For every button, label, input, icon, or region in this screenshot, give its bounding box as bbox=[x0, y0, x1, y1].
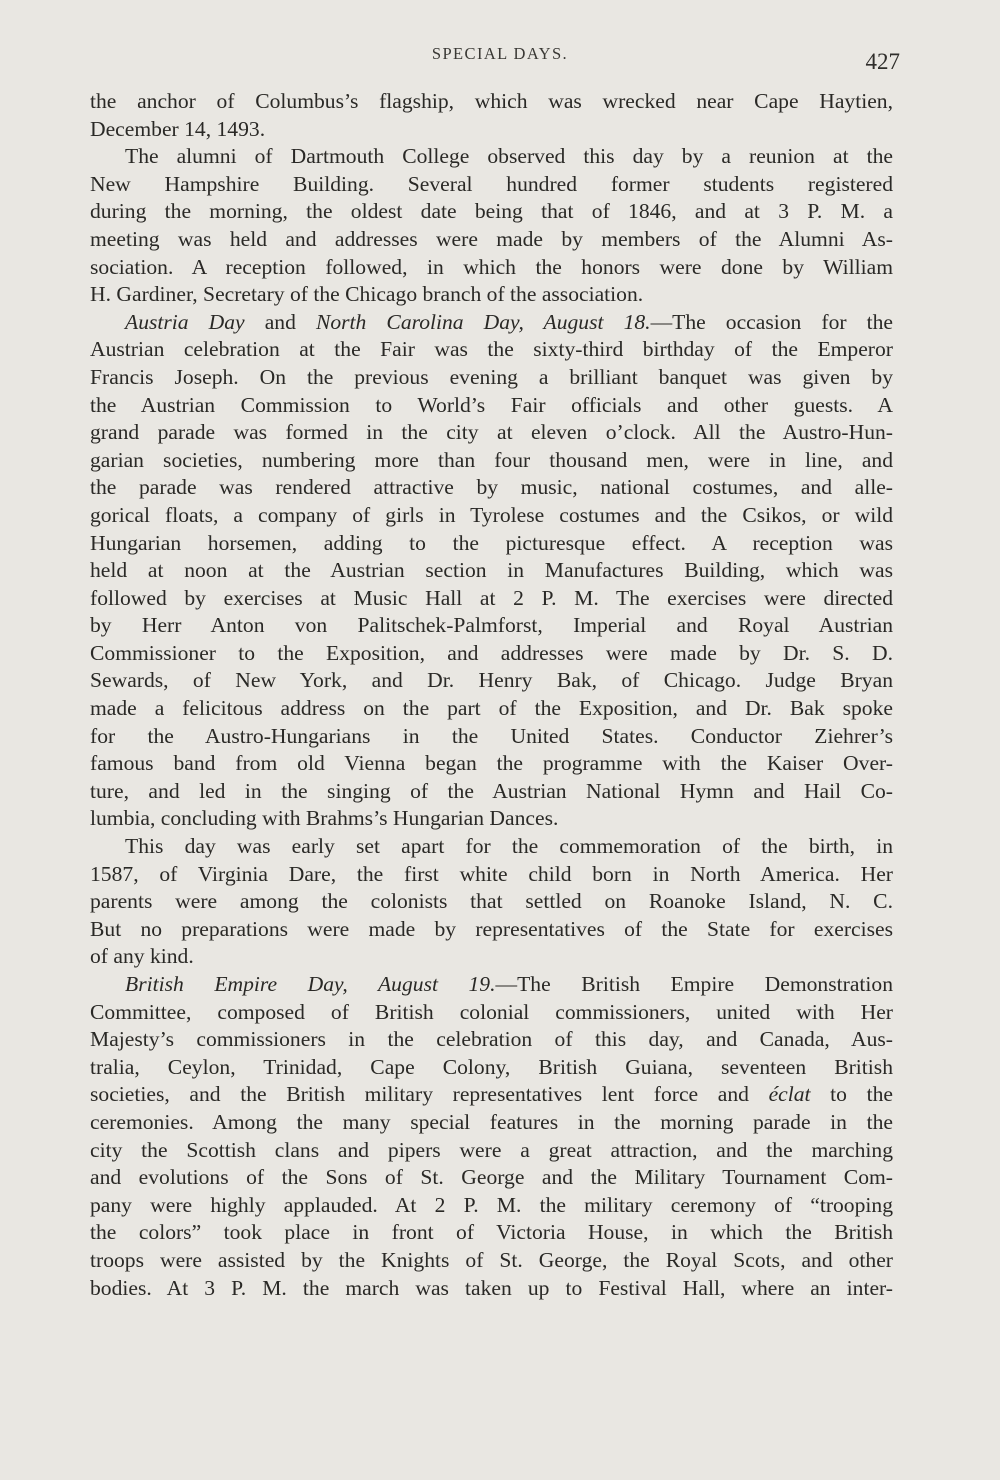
north-carolina-day-title: North Carolina Day, August 18. bbox=[315, 309, 651, 334]
text-line: held at noon at the Austrian section in Manufactures Building, which was bbox=[90, 558, 893, 583]
text-line: Hungarian horsemen, adding to the picturesque effect. A reception was bbox=[90, 530, 893, 555]
text-line: Austrian celebration at the Fair was the sixty-third birthday of the Emperor bbox=[90, 337, 893, 362]
text-line: But no preparations were made by representatives of the State for exercises bbox=[90, 916, 893, 941]
text-line: 1587, of Virginia Dare, the first white child born in North America. Her bbox=[90, 861, 893, 886]
text-line: Sewards, of New York, and Dr. Henry Bak, of Chicago. Judge Bryan bbox=[90, 668, 893, 693]
text-line: parents were among the colonists that settled on Roanoke Island, N. C. bbox=[90, 889, 893, 914]
text-line: The alumni of Dartmouth College observed this day by a reunion at the bbox=[125, 144, 893, 169]
text-line: tralia, Ceylon, Trinidad, Cape Colony, British Guiana, seventeen British bbox=[90, 1054, 893, 1079]
text-line: New Hampshire Building. Several hundred former students registered bbox=[90, 171, 893, 196]
text-line: pany were highly applauded. At 2 P. M. the military ceremony of “trooping bbox=[90, 1192, 893, 1217]
body-text bbox=[90, 88, 893, 1302]
text-line: made a felicitous address on the part of the Exposition, and Dr. Bak spoke bbox=[90, 696, 893, 721]
text-line: garian societies, numbering more than four thousand men, were in line, and bbox=[90, 447, 893, 472]
text-line: by Herr Anton von Palitschek-Palmforst, Imperial and Royal Austrian bbox=[90, 613, 893, 638]
text-line: gorical floats, a company of girls in Tyrolese costumes and the Csikos, or wild bbox=[90, 502, 893, 527]
british-empire-day-title: British Empire Day, August 19. bbox=[125, 972, 496, 996]
text-line: of any kind. bbox=[90, 944, 194, 969]
text-line: the Austrian Commission to World’s Fair officials and other guests. A bbox=[90, 392, 893, 417]
eclat-line bbox=[90, 1081, 893, 1109]
austria-day-heading-line bbox=[90, 309, 893, 337]
text-line: Francis Joseph. On the previous evening a brilliant banquet was given by bbox=[90, 364, 893, 389]
text-line: grand parade was formed in the city at eleven o’clock. All the Austro-Hun- bbox=[90, 420, 893, 445]
british-empire-day-heading-line bbox=[90, 971, 893, 999]
text-line: Committee, composed of British colonial commissioners, united with Her bbox=[90, 999, 893, 1024]
text-line: lumbia, concluding with Brahms’s Hungarian Dances. bbox=[90, 806, 559, 831]
conjunction: and bbox=[244, 309, 316, 334]
text-line: during the morning, the oldest date being that of 1846, and at 3 P. M. a bbox=[90, 199, 893, 224]
text-line: for the Austro-Hungarians in the United States. Conductor Ziehrer’s bbox=[90, 723, 893, 748]
text-line: Commissioner to the Exposition, and addresses were made by Dr. S. D. bbox=[90, 640, 893, 665]
page-number: 427 bbox=[865, 49, 900, 74]
eclat-line-text: societies, and the British military representatives lent force and bbox=[90, 1082, 769, 1107]
text-line: troops were assisted by the Knights of St. George, the Royal Scots, and other bbox=[90, 1247, 893, 1272]
text-line: famous band from old Vienna began the programme with the Kaiser Over- bbox=[90, 751, 893, 776]
text-line: the colors” took place in front of Victoria House, in which the British bbox=[90, 1220, 893, 1245]
text-line: December 14, 1493. bbox=[90, 116, 266, 141]
eclat-line-end: to the bbox=[810, 1082, 893, 1107]
text-line: meeting was held and addresses were made by members of the Alumni As- bbox=[90, 226, 893, 251]
text-line: ceremonies. Among the many special features in the morning parade in the bbox=[90, 1109, 893, 1134]
text-line: H. Gardiner, Secretary of the Chicago branch of the association. bbox=[90, 282, 644, 307]
text-line: followed by exercises at Music Hall at 2 P. M. The exercises were directed bbox=[90, 585, 893, 610]
text-line: sociation. A reception followed, in which the honors were done by William bbox=[90, 254, 893, 279]
text-line: This day was early set apart for the commemoration of the birth, in bbox=[125, 834, 893, 859]
text-line: the parade was rendered attractive by music, national costumes, and alle- bbox=[90, 475, 893, 500]
austria-day-title: Austria Day bbox=[125, 309, 245, 334]
british-empire-day-text: —The British Empire Demonstration bbox=[495, 972, 894, 996]
text-line: bodies. At 3 P. M. the march was taken up to Festival Hall, where an inter- bbox=[90, 1275, 893, 1300]
eclat-word: éclat bbox=[768, 1082, 811, 1107]
text-line: city the Scottish clans and pipers were a great attraction, and the marching bbox=[90, 1137, 893, 1162]
text-line: the anchor of Columbus’s flagship, which was wrecked near Cape Haytien, bbox=[90, 89, 893, 113]
text-line: and evolutions of the Sons of St. George and the Military Tournament Com- bbox=[90, 1165, 893, 1190]
text-line: ture, and led in the singing of the Austrian National Hymn and Hail Co- bbox=[90, 778, 893, 803]
running-head: SPECIAL DAYS. bbox=[431, 44, 569, 63]
austria-day-text: —The occasion for the bbox=[650, 309, 894, 334]
text-line: Majesty’s commissioners in the celebration of this day, and Canada, Aus- bbox=[90, 1027, 893, 1052]
